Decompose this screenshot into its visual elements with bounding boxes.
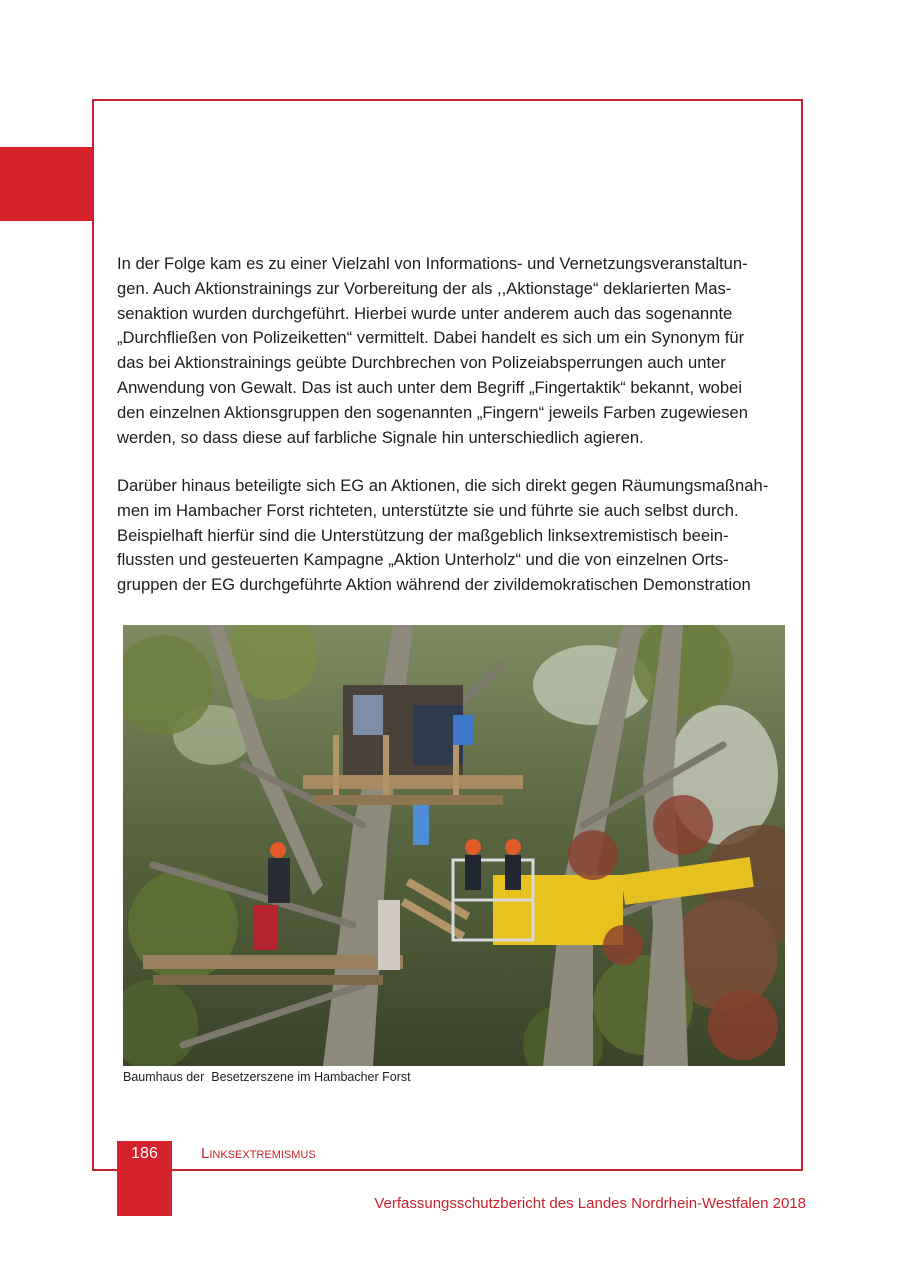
chapter-tab	[0, 147, 93, 221]
text-line: senaktion wurden durchgeführt. Hierbei wurde unter anderem auch das sogenannte	[117, 303, 733, 323]
text-line: In der Folge kam es zu einer Vielzahl von Informations- und Vernetzungsveranstaltun-	[117, 254, 748, 273]
report-footer: Verfassungsschutzbericht des Landes Nordrhein-Westfalen 2018	[374, 1195, 806, 1212]
text-line: das bei Aktionstrainings geübte Durchbrechen von Polizeiabsperrungen auch unter	[117, 353, 726, 373]
page-number: 186	[131, 1145, 158, 1162]
text-line: Anwendung von Gewalt. Das ist auch unter dem Begriff „Fingertaktik“ bekannt, wobei	[117, 377, 743, 397]
section-label: Linksextremismus	[201, 1145, 316, 1162]
paragraph-1	[117, 252, 787, 450]
text-line: men im Hambacher Forst richteten, unterstützte sie und führte sie auch selbst durch.	[117, 500, 739, 520]
text-line: den einzelnen Aktionsgruppen den sogenannten „Fingern“ jeweils Farben zugewiesen	[117, 402, 748, 422]
text-line: Darüber hinaus beteiligte sich EG an Aktionen, die sich direkt gegen Räumungsmaßnah-	[117, 476, 769, 495]
text-line: „Durchfließen von Polizeiketten“ vermittelt. Dabei handelt es sich um ein Synonym für	[117, 328, 745, 348]
paragraph-2	[117, 474, 787, 598]
treehouse-illustration	[123, 625, 785, 1066]
treehouse-photo	[123, 625, 785, 1066]
page-number-box	[117, 1141, 172, 1216]
text-line: flussten und gesteuerten Kampagne „Aktion Unterholz“ und die von einzelnen Orts-	[117, 550, 729, 570]
text-line: Beispielhaft hierfür sind die Unterstützung der maßgeblich linksextremistisch beein-	[117, 525, 729, 545]
text-line: gruppen der EG durchgeführte Aktion während der zivildemokratischen Demonstration	[117, 575, 751, 595]
text-line: werden, so dass diese auf farbliche Signale hin unterschiedlich agieren.	[117, 427, 644, 447]
text-line: gen. Auch Aktionstrainings zur Vorbereitung der als ,,Aktionstage“ deklarierten Mas-	[117, 278, 732, 298]
photo-caption: Baumhaus der Besetzerszene im Hambacher Forst	[123, 1070, 411, 1084]
